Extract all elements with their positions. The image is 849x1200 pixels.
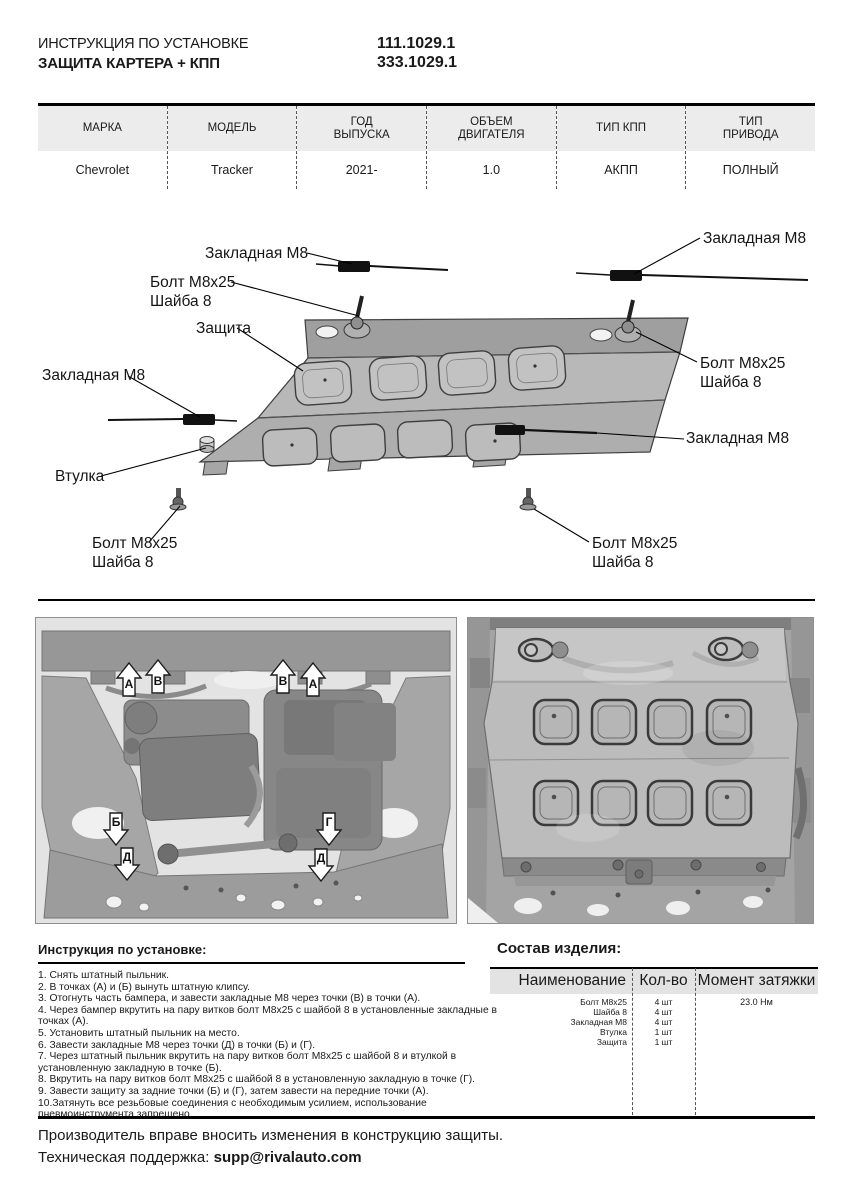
parts-header-qty: Кол-во bbox=[639, 972, 688, 989]
marker-letter-d2: Д bbox=[316, 851, 326, 865]
instruction-step: 2. В точках (А) и (Б) вынуть штатную клипсу. bbox=[38, 981, 251, 993]
footer-support-label: Техническая поддержка: bbox=[38, 1149, 214, 1166]
footer-note: Производитель вправе вносить изменения в конструкцию защиты. bbox=[38, 1127, 504, 1144]
part-qty: 1 шт bbox=[654, 1037, 673, 1047]
label-zakladnaya-top: Закладная М8 bbox=[205, 245, 309, 262]
part-qty: 4 шт bbox=[654, 997, 673, 1007]
instruction-step: 10.Затянуть все резьбовые соединения с необходимым усилием, использование пневмоинструмента запрещено. bbox=[38, 1097, 427, 1121]
label-washer-bottomleft: Шайба 8 bbox=[92, 554, 154, 571]
vehicle-col-year bbox=[296, 106, 426, 189]
footer-divider bbox=[38, 1116, 815, 1119]
instruction-step: 5. Установить штатный пыльник на место. bbox=[38, 1027, 240, 1039]
vehicle-header-model: МОДЕЛЬ bbox=[168, 106, 297, 151]
bolt-bottom-right bbox=[520, 488, 536, 510]
vehicle-col-brand bbox=[38, 106, 167, 189]
underbody-photo-drawing bbox=[36, 618, 456, 923]
label-bolt-topleft: Болт М8х25 bbox=[150, 274, 236, 291]
label-washer-topleft: Шайба 8 bbox=[150, 293, 212, 310]
part-qty: 4 шт bbox=[654, 1017, 673, 1027]
torque-value: 23.0 Нм bbox=[740, 997, 773, 1007]
mount-slot-left bbox=[519, 639, 568, 661]
doc-title-line1: ИНСТРУКЦИЯ ПО УСТАНОВКЕ bbox=[38, 36, 249, 52]
label-bolt-bottomright: Болт М8х25 bbox=[592, 535, 678, 552]
vehicle-value-engine: 1.0 bbox=[482, 163, 501, 177]
vehicle-col-gearbox bbox=[556, 106, 686, 189]
bolt-bottom-left bbox=[170, 488, 186, 510]
label-zashchita: Защита bbox=[196, 320, 251, 337]
assembly-diagram bbox=[0, 190, 849, 605]
vehicle-col-engine bbox=[426, 106, 556, 189]
label-zakladnaya-topright: Закладная М8 bbox=[703, 230, 807, 247]
vehicle-value-brand: Chevrolet bbox=[75, 163, 130, 177]
footer-support bbox=[38, 1149, 362, 1166]
part-name: Закладная М8 bbox=[570, 1017, 627, 1027]
vehicle-header-brand: МАРКА bbox=[38, 106, 167, 151]
vehicle-spec-table bbox=[38, 103, 815, 189]
marker-letter-v1: В bbox=[153, 674, 163, 688]
vehicle-header-gearbox: ТИП КПП bbox=[557, 106, 686, 151]
part-name: Втулка bbox=[599, 1027, 627, 1037]
support-email: supp@rivalauto.com bbox=[213, 1149, 362, 1166]
label-zakladnaya-left: Закладная М8 bbox=[42, 367, 146, 384]
bushing-drawing bbox=[200, 437, 214, 453]
parts-list-table bbox=[490, 940, 818, 1118]
bolt-top-left bbox=[344, 296, 370, 338]
label-washer-bottomright: Шайба 8 bbox=[592, 554, 654, 571]
vehicle-value-model: Tracker bbox=[211, 163, 253, 177]
marker-letter-a1: А bbox=[124, 677, 134, 691]
marker-letter-v2: В bbox=[278, 674, 288, 688]
label-vtulka: Втулка bbox=[55, 468, 105, 485]
instruction-step: 3. Отогнуть часть бампера, и завести закладные М8 через точки (В) в точки (А). bbox=[38, 993, 421, 1005]
instruction-step: 9. Завести защиту за задние точки (Б) и (Г), затем завести на передние точки (А). bbox=[38, 1085, 429, 1097]
vehicle-header-drive: ТИП ПРИВОДА bbox=[686, 106, 815, 151]
vehicle-col-drive bbox=[685, 106, 815, 189]
part-qty: 1 шт bbox=[654, 1027, 673, 1037]
marker-letter-b: Б bbox=[111, 815, 121, 829]
label-zakladnaya-midright: Закладная М8 bbox=[686, 430, 790, 447]
instruction-step: 8. Вкрутить на пару витков болт М8х25 с шайбой 8 в установленную закладную в точке (Г). bbox=[38, 1074, 475, 1086]
instruction-step: 6. Завести закладные М8 через точки (Д) в точки (Б) и (Г). bbox=[38, 1039, 316, 1051]
photo-mounting-points bbox=[35, 617, 457, 924]
label-bolt-bottomleft: Болт М8х25 bbox=[92, 535, 178, 552]
parts-column-divider-2 bbox=[695, 968, 696, 1115]
part-qty: 4 шт bbox=[654, 1007, 673, 1017]
part-name: Защита bbox=[596, 1037, 627, 1047]
vehicle-value-gearbox: АКПП bbox=[604, 163, 638, 177]
installation-instructions bbox=[38, 942, 498, 1121]
label-bolt-right: Болт М8х25 bbox=[700, 355, 786, 372]
parts-header-torque: Момент затяжки bbox=[697, 972, 816, 989]
instructions-list bbox=[38, 970, 498, 1121]
instruction-step: 4. Через бампер вкрутить на пару витков болт М8х25 с шайбой 8 в установленные закладные в точках (А). bbox=[38, 1004, 498, 1028]
instructions-title-rule bbox=[38, 962, 465, 964]
part-number-2: 333.1029.1 bbox=[377, 54, 458, 71]
part-number-1: 111.1029.1 bbox=[377, 35, 456, 52]
vehicle-value-year: 2021- bbox=[345, 163, 378, 177]
instructions-title: Инструкция по установке: bbox=[38, 942, 207, 957]
installed-plate-photo-drawing bbox=[468, 618, 813, 923]
vehicle-value-drive: ПОЛНЫЙ bbox=[722, 163, 779, 177]
vehicle-header-year: ГОД ВЫПУСКА bbox=[297, 106, 426, 151]
vehicle-header-engine: ОБЪЕМ ДВИГАТЕЛЯ bbox=[427, 106, 556, 151]
instruction-step: 1. Снять штатный пыльник. bbox=[38, 970, 170, 981]
photo-installed-plate bbox=[467, 617, 814, 924]
label-washer-right: Шайба 8 bbox=[700, 374, 762, 391]
part-name: Болт М8х25 bbox=[580, 997, 627, 1007]
doc-title-line2: ЗАЩИТА КАРТЕРА + КПП bbox=[38, 55, 220, 72]
skid-plate-drawing bbox=[200, 318, 688, 475]
marker-letter-d1: Д bbox=[122, 850, 132, 864]
parts-title: Состав изделия: bbox=[497, 940, 622, 957]
marker-letter-g: Г bbox=[325, 815, 333, 829]
part-name: Шайба 8 bbox=[593, 1007, 627, 1017]
parts-header-name: Наименование bbox=[518, 972, 626, 989]
instruction-step: 7. Через штатный пыльник вкрутить на пару витков болт М8х25 с шайбой 8 и втулкой в установленную закладную в точке (Б). bbox=[38, 1051, 457, 1074]
section-divider bbox=[38, 599, 815, 601]
vehicle-col-model bbox=[167, 106, 297, 189]
marker-letter-a2: А bbox=[308, 677, 318, 691]
